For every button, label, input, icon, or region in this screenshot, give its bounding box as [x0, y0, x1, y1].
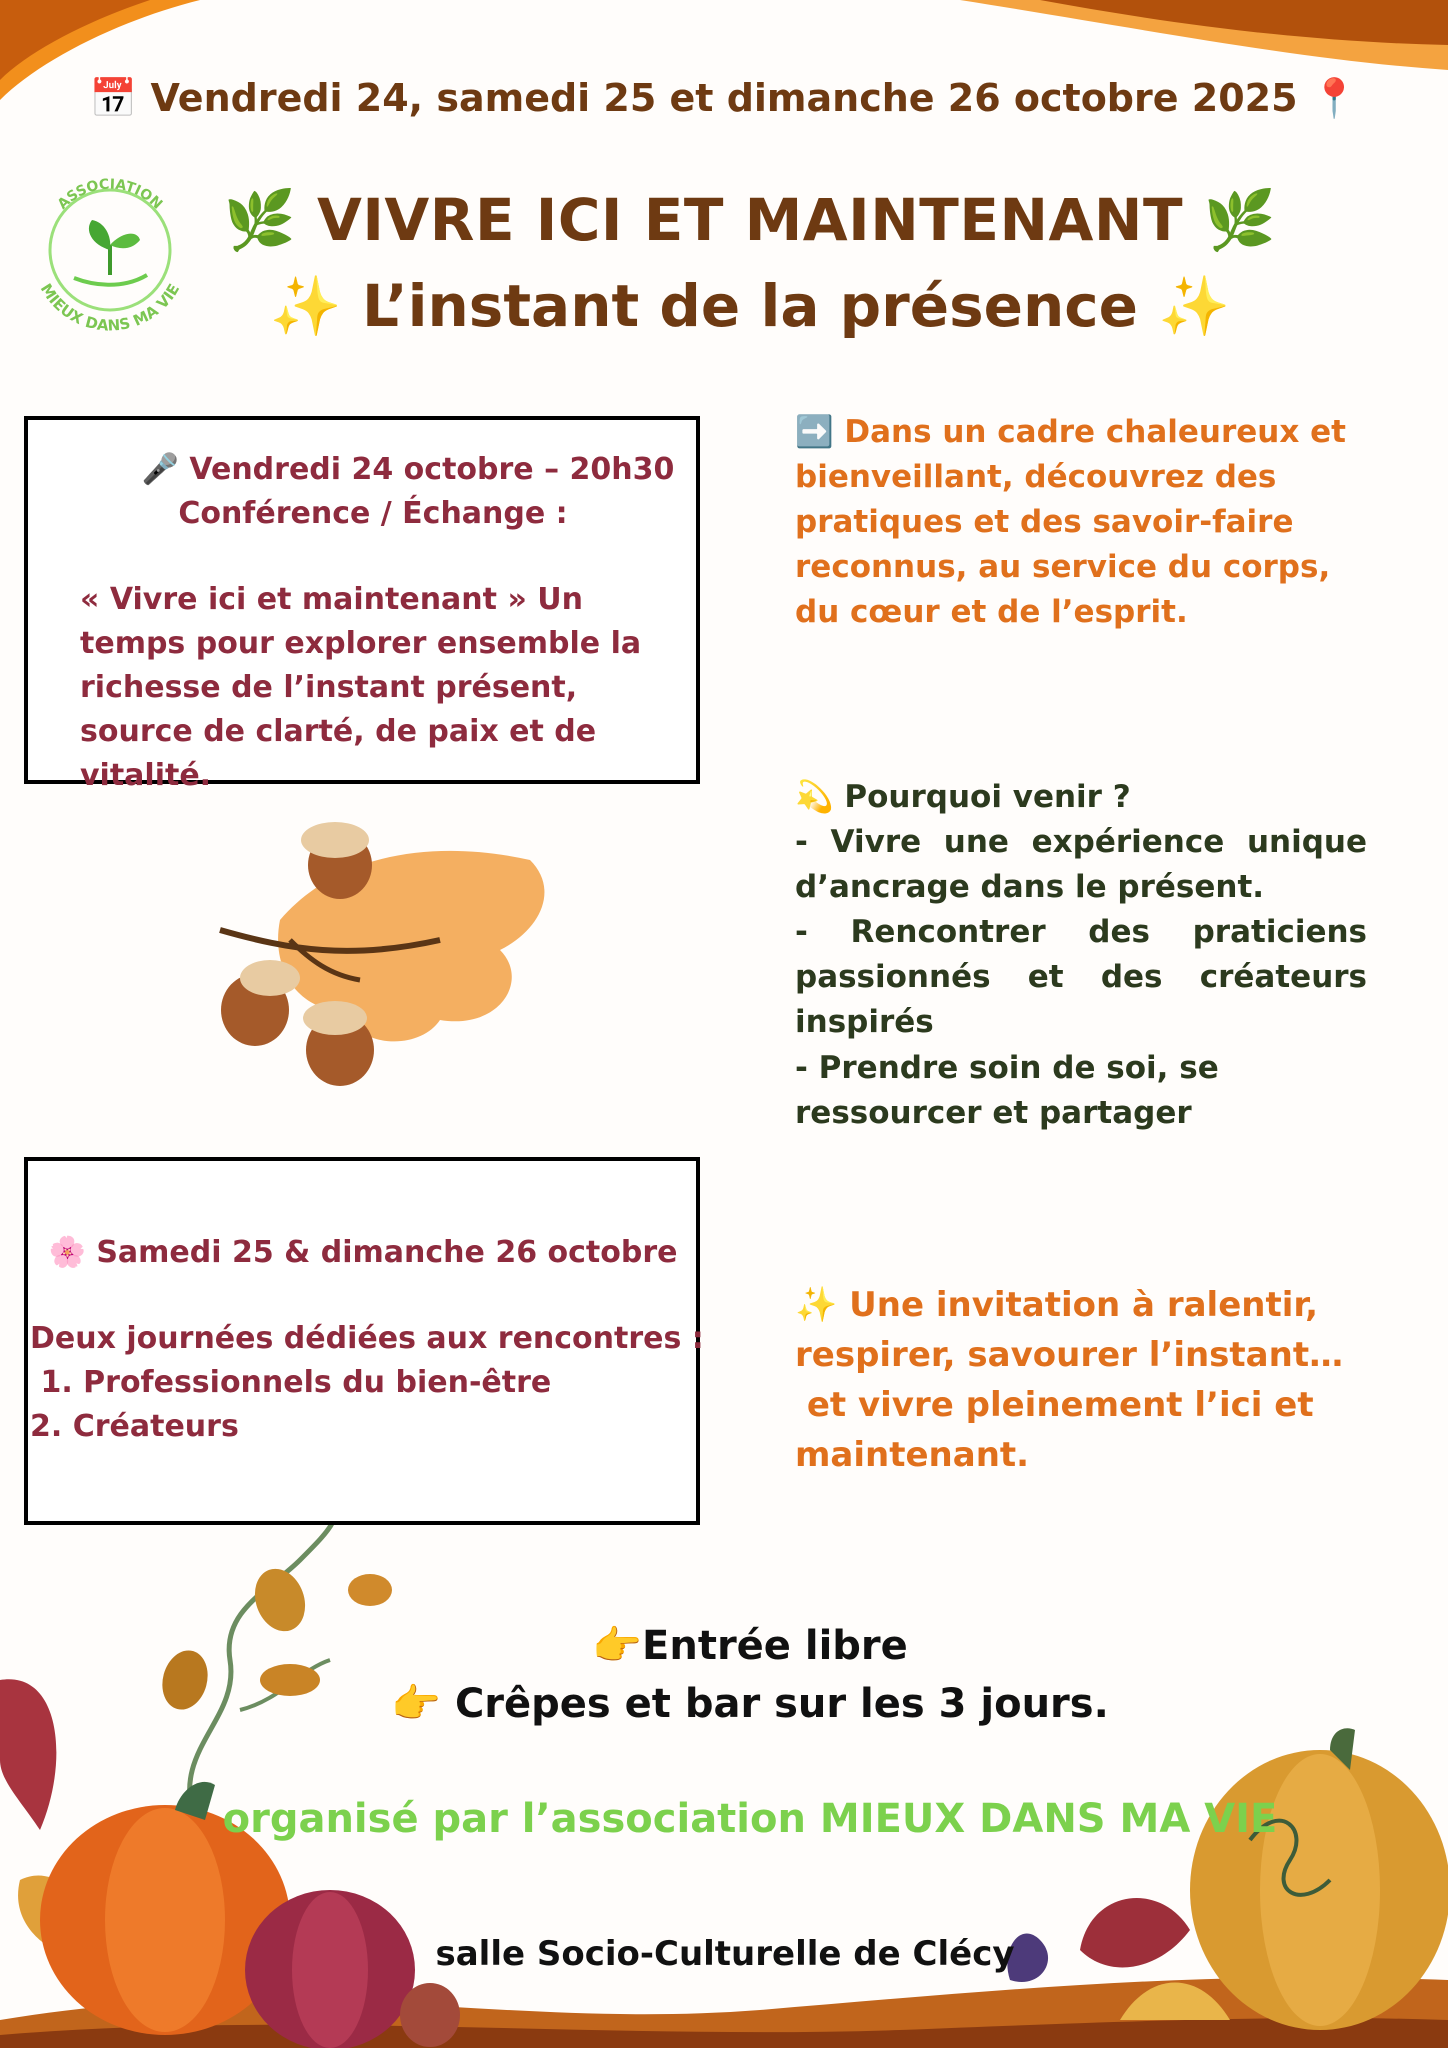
organizer: organisé par l’association MIEUX DANS MA VIE: [222, 1796, 1278, 1842]
friday-subheading: Conférence / Échange :: [178, 496, 568, 531]
svg-text:ASSOCIATION: ASSOCIATION: [54, 176, 166, 213]
association-logo: [22, 150, 198, 350]
venue: salle Socio-Culturelle de Clécy: [435, 1934, 1015, 1974]
intro-paragraph: ➡️ Dans un cadre chaleureux et bienveillant, découvrez des pratiques et des savoir-faire reconnus, au service du corps, du cœur et de l’esprit.: [795, 414, 1346, 630]
why-item-2: - Rencontrer des praticiens passionnés et des créateurs inspirés: [795, 914, 1367, 1040]
invitation-line-3: et vivre pleinement l’ici et: [795, 1385, 1314, 1425]
free-entry: 👉Entrée libre: [592, 1623, 908, 1669]
event-dates: 📅 Vendredi 24, samedi 25 et dimanche 26 octobre 2025 📍: [89, 76, 1359, 120]
invitation-line-2: respirer, savourer l’instant…: [795, 1335, 1344, 1375]
weekend-box: [24, 1157, 704, 1525]
friday-heading: 🎤 Vendredi 24 octobre – 20h30: [141, 452, 675, 487]
crepes-bar: 👉 Crêpes et bar sur les 3 jours.: [391, 1681, 1109, 1727]
subtitle: ✨ L’instant de la présence ✨: [269, 272, 1231, 340]
invitation-line-1: ✨ Une invitation à ralentir,: [795, 1285, 1319, 1325]
why-heading: 💫 Pourquoi venir ?: [795, 779, 1131, 815]
oak-leaf-acorn-illustration: [200, 810, 580, 1100]
weekend-item-2: 2. Créateurs: [30, 1409, 239, 1444]
weekend-heading: 🌸 Samedi 25 & dimanche 26 octobre: [48, 1235, 678, 1270]
weekend-intro: Deux journées dédiées aux rencontres :: [30, 1321, 704, 1356]
invitation-line-4: maintenant.: [795, 1435, 1030, 1475]
friday-conference-box: [24, 416, 700, 793]
svg-text:MIEUX DANS MA VIE: MIEUX DANS MA VIE: [36, 280, 184, 335]
why-item-3: - Prendre soin de soi, se ressourcer et partager: [795, 1050, 1219, 1131]
weekend-item-1: 1. Professionnels du bien-être: [30, 1365, 552, 1400]
friday-description: « Vivre ici et maintenant » Un temps pour explorer ensemble la richesse de l’instant présent, source de clarté, de paix et de vitalité.: [80, 582, 642, 793]
main-title: 🌿 VIVRE ICI ET MAINTENANT 🌿: [223, 186, 1277, 254]
why-item-1: - Vivre une expérience unique d’ancrage dans le présent.: [795, 824, 1367, 905]
